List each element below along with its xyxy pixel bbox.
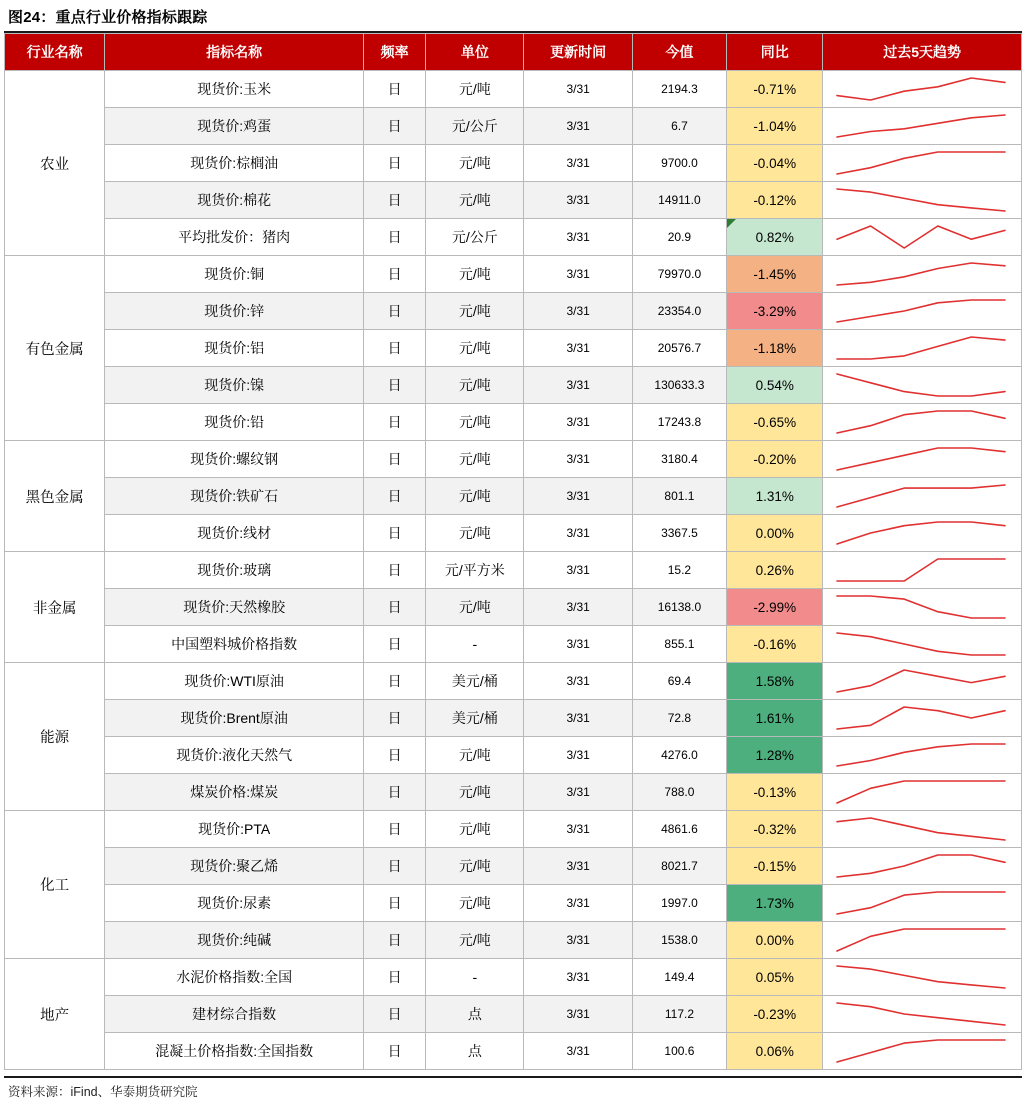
update-time-cell: 3/31 bbox=[524, 737, 632, 774]
current-value-cell: 16138.0 bbox=[632, 589, 726, 626]
current-value-cell: 130633.3 bbox=[632, 367, 726, 404]
frequency-cell: 日 bbox=[364, 996, 426, 1033]
frequency-cell: 日 bbox=[364, 367, 426, 404]
current-value-cell: 72.8 bbox=[632, 700, 726, 737]
yoy-cell: -1.04% bbox=[727, 108, 823, 145]
update-time-cell: 3/31 bbox=[524, 774, 632, 811]
trend-sparkline-cell bbox=[823, 885, 1022, 922]
table-row bbox=[5, 663, 1022, 700]
indicator-name-cell: 现货价:棉花 bbox=[105, 182, 364, 219]
trend-sparkline-cell bbox=[823, 663, 1022, 700]
table-row bbox=[5, 71, 1022, 108]
unit-cell: 元/吨 bbox=[426, 737, 524, 774]
frequency-cell: 日 bbox=[364, 404, 426, 441]
frequency-cell: 日 bbox=[364, 885, 426, 922]
yoy-cell: 0.00% bbox=[727, 515, 823, 552]
update-time-cell: 3/31 bbox=[524, 885, 632, 922]
indicator-name-cell: 现货价:铝 bbox=[105, 330, 364, 367]
update-time-cell: 3/31 bbox=[524, 996, 632, 1033]
yoy-cell: -0.32% bbox=[727, 811, 823, 848]
trend-sparkline-cell bbox=[823, 626, 1022, 663]
indicator-name-cell: 现货价:WTI原油 bbox=[105, 663, 364, 700]
frequency-cell: 日 bbox=[364, 330, 426, 367]
table-row bbox=[5, 108, 1022, 145]
yoy-cell: -1.18% bbox=[727, 330, 823, 367]
indicator-name-cell: 现货价:铅 bbox=[105, 404, 364, 441]
trend-sparkline-cell bbox=[823, 959, 1022, 996]
frequency-cell: 日 bbox=[364, 589, 426, 626]
indicator-name-cell: 现货价:螺纹钢 bbox=[105, 441, 364, 478]
industry-cell: 能源 bbox=[5, 663, 105, 811]
col-header-yoy: 同比 bbox=[727, 34, 823, 71]
table-row bbox=[5, 885, 1022, 922]
indicator-name-cell: 水泥价格指数:全国 bbox=[105, 959, 364, 996]
trend-sparkline-cell bbox=[823, 996, 1022, 1033]
indicator-name-cell: 现货价:Brent原油 bbox=[105, 700, 364, 737]
update-time-cell: 3/31 bbox=[524, 145, 632, 182]
table-row bbox=[5, 330, 1022, 367]
table-row bbox=[5, 367, 1022, 404]
unit-cell: 元/吨 bbox=[426, 848, 524, 885]
frequency-cell: 日 bbox=[364, 515, 426, 552]
trend-sparkline-cell bbox=[823, 330, 1022, 367]
table-row bbox=[5, 478, 1022, 515]
yoy-cell: -0.71% bbox=[727, 71, 823, 108]
frequency-cell: 日 bbox=[364, 626, 426, 663]
trend-sparkline-cell bbox=[823, 922, 1022, 959]
update-time-cell: 3/31 bbox=[524, 922, 632, 959]
col-header-trend: 过去5天趋势 bbox=[823, 34, 1022, 71]
update-time-cell: 3/31 bbox=[524, 256, 632, 293]
indicator-name-cell: 现货价:聚乙烯 bbox=[105, 848, 364, 885]
frequency-cell: 日 bbox=[364, 922, 426, 959]
trend-sparkline-cell bbox=[823, 848, 1022, 885]
frequency-cell: 日 bbox=[364, 256, 426, 293]
update-time-cell: 3/31 bbox=[524, 108, 632, 145]
trend-sparkline-cell bbox=[823, 108, 1022, 145]
current-value-cell: 149.4 bbox=[632, 959, 726, 996]
update-time-cell: 3/31 bbox=[524, 71, 632, 108]
yoy-cell: -3.29% bbox=[727, 293, 823, 330]
yoy-cell: -0.15% bbox=[727, 848, 823, 885]
update-time-cell: 3/31 bbox=[524, 478, 632, 515]
trend-sparkline-cell bbox=[823, 515, 1022, 552]
indicator-name-cell: 现货价:纯碱 bbox=[105, 922, 364, 959]
table-row bbox=[5, 552, 1022, 589]
trend-sparkline-cell bbox=[823, 404, 1022, 441]
trend-sparkline-cell bbox=[823, 145, 1022, 182]
update-time-cell: 3/31 bbox=[524, 663, 632, 700]
current-value-cell: 20.9 bbox=[632, 219, 726, 256]
industry-cell: 有色金属 bbox=[5, 256, 105, 441]
indicator-name-cell: 现货价:镍 bbox=[105, 367, 364, 404]
current-value-cell: 4861.6 bbox=[632, 811, 726, 848]
trend-sparkline-cell bbox=[823, 589, 1022, 626]
indicator-name-cell: 现货价:锌 bbox=[105, 293, 364, 330]
current-value-cell: 14911.0 bbox=[632, 182, 726, 219]
update-time-cell: 3/31 bbox=[524, 404, 632, 441]
yoy-cell: 0.00% bbox=[727, 922, 823, 959]
frequency-cell: 日 bbox=[364, 774, 426, 811]
indicator-name-cell: 现货价:棕榈油 bbox=[105, 145, 364, 182]
update-time-cell: 3/31 bbox=[524, 589, 632, 626]
current-value-cell: 4276.0 bbox=[632, 737, 726, 774]
current-value-cell: 17243.8 bbox=[632, 404, 726, 441]
unit-cell: 元/吨 bbox=[426, 256, 524, 293]
unit-cell: 元/公斤 bbox=[426, 108, 524, 145]
current-value-cell: 8021.7 bbox=[632, 848, 726, 885]
unit-cell: 元/吨 bbox=[426, 330, 524, 367]
update-time-cell: 3/31 bbox=[524, 811, 632, 848]
table-row bbox=[5, 848, 1022, 885]
frequency-cell: 日 bbox=[364, 478, 426, 515]
table-row bbox=[5, 589, 1022, 626]
yoy-cell: -0.65% bbox=[727, 404, 823, 441]
update-time-cell: 3/31 bbox=[524, 219, 632, 256]
frequency-cell: 日 bbox=[364, 737, 426, 774]
unit-cell: 元/吨 bbox=[426, 182, 524, 219]
frequency-cell: 日 bbox=[364, 959, 426, 996]
update-time-cell: 3/31 bbox=[524, 441, 632, 478]
indicator-name-cell: 现货价:玉米 bbox=[105, 71, 364, 108]
unit-cell: 元/吨 bbox=[426, 478, 524, 515]
frequency-cell: 日 bbox=[364, 552, 426, 589]
industry-cell: 地产 bbox=[5, 959, 105, 1070]
indicator-name-cell: 中国塑料城价格指数 bbox=[105, 626, 364, 663]
table-row bbox=[5, 145, 1022, 182]
yoy-cell: -1.45% bbox=[727, 256, 823, 293]
current-value-cell: 6.7 bbox=[632, 108, 726, 145]
frequency-cell: 日 bbox=[364, 108, 426, 145]
unit-cell: 元/公斤 bbox=[426, 219, 524, 256]
frequency-cell: 日 bbox=[364, 293, 426, 330]
industry-cell: 化工 bbox=[5, 811, 105, 959]
frequency-cell: 日 bbox=[364, 663, 426, 700]
table-row bbox=[5, 1033, 1022, 1070]
current-value-cell: 9700.0 bbox=[632, 145, 726, 182]
unit-cell: 美元/桶 bbox=[426, 663, 524, 700]
update-time-cell: 3/31 bbox=[524, 367, 632, 404]
trend-sparkline-cell bbox=[823, 811, 1022, 848]
current-value-cell: 2194.3 bbox=[632, 71, 726, 108]
trend-sparkline-cell bbox=[823, 293, 1022, 330]
current-value-cell: 3180.4 bbox=[632, 441, 726, 478]
yoy-cell: 1.28% bbox=[727, 737, 823, 774]
update-time-cell: 3/31 bbox=[524, 700, 632, 737]
current-value-cell: 855.1 bbox=[632, 626, 726, 663]
frequency-cell: 日 bbox=[364, 848, 426, 885]
yoy-cell: 0.05% bbox=[727, 959, 823, 996]
industry-cell: 农业 bbox=[5, 71, 105, 256]
current-value-cell: 801.1 bbox=[632, 478, 726, 515]
col-header-updatetime: 更新时间 bbox=[524, 34, 632, 71]
update-time-cell: 3/31 bbox=[524, 552, 632, 589]
col-header-unit: 单位 bbox=[426, 34, 524, 71]
update-time-cell: 3/31 bbox=[524, 959, 632, 996]
unit-cell: 元/吨 bbox=[426, 811, 524, 848]
yoy-cell: -0.16% bbox=[727, 626, 823, 663]
current-value-cell: 100.6 bbox=[632, 1033, 726, 1070]
yoy-cell: 0.06% bbox=[727, 1033, 823, 1070]
table-row bbox=[5, 404, 1022, 441]
table-row bbox=[5, 219, 1022, 256]
table-row bbox=[5, 774, 1022, 811]
col-header-indicator: 指标名称 bbox=[105, 34, 364, 71]
update-time-cell: 3/31 bbox=[524, 1033, 632, 1070]
frequency-cell: 日 bbox=[364, 71, 426, 108]
current-value-cell: 79970.0 bbox=[632, 256, 726, 293]
unit-cell: 元/吨 bbox=[426, 885, 524, 922]
unit-cell: 美元/桶 bbox=[426, 700, 524, 737]
table-row bbox=[5, 959, 1022, 996]
table-row bbox=[5, 996, 1022, 1033]
trend-sparkline-cell bbox=[823, 1033, 1022, 1070]
col-header-frequency: 频率 bbox=[364, 34, 426, 71]
current-value-cell: 117.2 bbox=[632, 996, 726, 1033]
current-value-cell: 1997.0 bbox=[632, 885, 726, 922]
col-header-industry: 行业名称 bbox=[5, 34, 105, 71]
table-row bbox=[5, 922, 1022, 959]
unit-cell: 元/吨 bbox=[426, 145, 524, 182]
frequency-cell: 日 bbox=[364, 219, 426, 256]
frequency-cell: 日 bbox=[364, 811, 426, 848]
current-value-cell: 20576.7 bbox=[632, 330, 726, 367]
unit-cell: - bbox=[426, 626, 524, 663]
yoy-cell: -0.20% bbox=[727, 441, 823, 478]
frequency-cell: 日 bbox=[364, 182, 426, 219]
indicator-name-cell: 建材综合指数 bbox=[105, 996, 364, 1033]
trend-sparkline-cell bbox=[823, 182, 1022, 219]
indicator-name-cell: 现货价:铁矿石 bbox=[105, 478, 364, 515]
industry-cell: 黑色金属 bbox=[5, 441, 105, 552]
table-row bbox=[5, 700, 1022, 737]
yoy-cell: 0.54% bbox=[727, 367, 823, 404]
indicator-name-cell: 现货价:天然橡胶 bbox=[105, 589, 364, 626]
frequency-cell: 日 bbox=[364, 1033, 426, 1070]
frequency-cell: 日 bbox=[364, 441, 426, 478]
table-row bbox=[5, 256, 1022, 293]
yoy-cell: 1.73% bbox=[727, 885, 823, 922]
trend-sparkline-cell bbox=[823, 774, 1022, 811]
table-row bbox=[5, 515, 1022, 552]
table-row bbox=[5, 626, 1022, 663]
current-value-cell: 788.0 bbox=[632, 774, 726, 811]
table-row bbox=[5, 811, 1022, 848]
unit-cell: - bbox=[426, 959, 524, 996]
unit-cell: 点 bbox=[426, 1033, 524, 1070]
frequency-cell: 日 bbox=[364, 700, 426, 737]
unit-cell: 元/吨 bbox=[426, 71, 524, 108]
update-time-cell: 3/31 bbox=[524, 182, 632, 219]
trend-sparkline-cell bbox=[823, 441, 1022, 478]
unit-cell: 元/吨 bbox=[426, 441, 524, 478]
table-row bbox=[5, 182, 1022, 219]
table-row bbox=[5, 737, 1022, 774]
trend-sparkline-cell bbox=[823, 71, 1022, 108]
page-title: 图24：重点行业价格指标跟踪 bbox=[8, 9, 208, 26]
trend-sparkline-cell bbox=[823, 256, 1022, 293]
indicator-name-cell: 现货价:鸡蛋 bbox=[105, 108, 364, 145]
trend-sparkline-cell bbox=[823, 219, 1022, 256]
update-time-cell: 3/31 bbox=[524, 293, 632, 330]
unit-cell: 元/吨 bbox=[426, 367, 524, 404]
update-time-cell: 3/31 bbox=[524, 626, 632, 663]
indicator-name-cell: 现货价:PTA bbox=[105, 811, 364, 848]
current-value-cell: 1538.0 bbox=[632, 922, 726, 959]
yoy-cell: -0.04% bbox=[727, 145, 823, 182]
current-value-cell: 15.2 bbox=[632, 552, 726, 589]
yoy-cell: -0.12% bbox=[727, 182, 823, 219]
table-row bbox=[5, 441, 1022, 478]
unit-cell: 点 bbox=[426, 996, 524, 1033]
trend-sparkline-cell bbox=[823, 478, 1022, 515]
table-body bbox=[5, 71, 1022, 1070]
yoy-cell: 1.31% bbox=[727, 478, 823, 515]
unit-cell: 元/吨 bbox=[426, 589, 524, 626]
indicator-name-cell: 现货价:线材 bbox=[105, 515, 364, 552]
trend-sparkline-cell bbox=[823, 700, 1022, 737]
indicator-name-cell: 现货价:尿素 bbox=[105, 885, 364, 922]
current-value-cell: 23354.0 bbox=[632, 293, 726, 330]
yoy-cell: -2.99% bbox=[727, 589, 823, 626]
yoy-cell: 1.61% bbox=[727, 700, 823, 737]
yoy-cell: -0.23% bbox=[727, 996, 823, 1033]
indicator-name-cell: 现货价:铜 bbox=[105, 256, 364, 293]
unit-cell: 元/吨 bbox=[426, 922, 524, 959]
table-header-row bbox=[5, 34, 1022, 71]
col-header-currentvalue: 今值 bbox=[632, 34, 726, 71]
industry-cell: 非金属 bbox=[5, 552, 105, 663]
yoy-cell: -0.13% bbox=[727, 774, 823, 811]
indicator-name-cell: 平均批发价：猪肉 bbox=[105, 219, 364, 256]
indicator-name-cell: 煤炭价格:煤炭 bbox=[105, 774, 364, 811]
trend-sparkline-cell bbox=[823, 367, 1022, 404]
frequency-cell: 日 bbox=[364, 145, 426, 182]
unit-cell: 元/平方米 bbox=[426, 552, 524, 589]
trend-sparkline-cell bbox=[823, 552, 1022, 589]
indicator-name-cell: 混凝土价格指数:全国指数 bbox=[105, 1033, 364, 1070]
price-indicator-table bbox=[4, 33, 1022, 1070]
current-value-cell: 69.4 bbox=[632, 663, 726, 700]
update-time-cell: 3/31 bbox=[524, 848, 632, 885]
source-note: 资料来源：iFind、华泰期货研究院 bbox=[8, 1085, 198, 1099]
indicator-name-cell: 现货价:玻璃 bbox=[105, 552, 364, 589]
trend-sparkline-cell bbox=[823, 737, 1022, 774]
indicator-name-cell: 现货价:液化天然气 bbox=[105, 737, 364, 774]
unit-cell: 元/吨 bbox=[426, 515, 524, 552]
unit-cell: 元/吨 bbox=[426, 293, 524, 330]
yoy-cell: 0.82% bbox=[727, 219, 823, 256]
unit-cell: 元/吨 bbox=[426, 404, 524, 441]
update-time-cell: 3/31 bbox=[524, 515, 632, 552]
yoy-cell: 1.58% bbox=[727, 663, 823, 700]
yoy-cell: 0.26% bbox=[727, 552, 823, 589]
update-time-cell: 3/31 bbox=[524, 330, 632, 367]
table-row bbox=[5, 293, 1022, 330]
unit-cell: 元/吨 bbox=[426, 774, 524, 811]
current-value-cell: 3367.5 bbox=[632, 515, 726, 552]
